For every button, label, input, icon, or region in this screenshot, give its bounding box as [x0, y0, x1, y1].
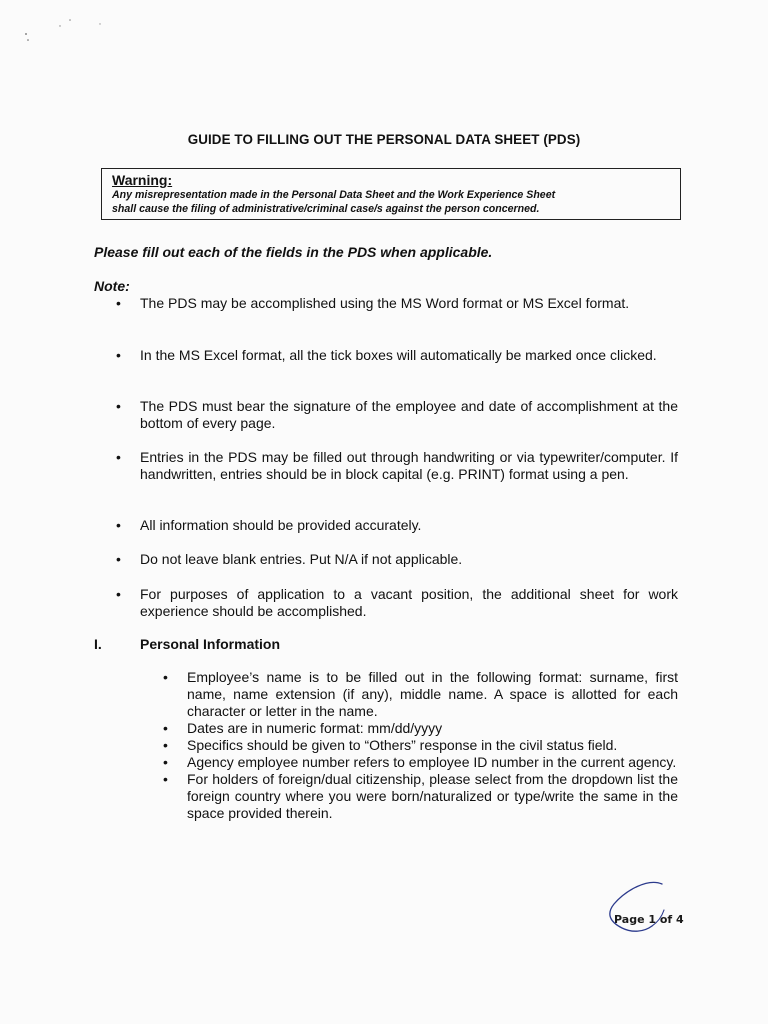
warning-line-2: shall cause the filing of administrative/criminal case/s against the person concerned.: [112, 202, 540, 215]
bullet-icon: •: [116, 347, 121, 363]
note-item: [116, 398, 678, 432]
note-text: The PDS may be accomplished using the MS Word format or MS Excel format.: [140, 295, 630, 311]
note-item: [116, 551, 678, 568]
section-number: I.: [94, 636, 102, 652]
personal-info-list: [163, 669, 678, 822]
bullet-icon: •: [163, 737, 168, 753]
note-item: [116, 517, 678, 534]
note-label: Note:: [94, 278, 130, 294]
list-item: [163, 720, 678, 737]
page-number: Page 1 of 4: [614, 913, 684, 926]
handwritten-page-mark: [604, 876, 684, 938]
bullet-icon: •: [163, 754, 168, 770]
note-text: The PDS must bear the signature of the employee and date of accomplishment at the bottom of every page.: [140, 398, 678, 431]
note-text: Do not leave blank entries. Put N/A if not applicable.: [140, 551, 463, 567]
list-item-text: Specifics should be given to “Others” response in the civil status field.: [187, 737, 618, 753]
bullet-icon: •: [116, 449, 121, 465]
section-title: Personal Information: [140, 636, 281, 652]
note-text: For purposes of application to a vacant position, the additional sheet for work experience should be accomplished.: [140, 586, 678, 619]
list-item: [163, 754, 678, 771]
list-item-text: For holders of foreign/dual citizenship, please select from the dropdown list the foreign country where you were born/naturalized or type/write the same in the space provided therein.: [187, 771, 678, 821]
bullet-icon: •: [116, 551, 121, 567]
bullet-icon: •: [163, 669, 168, 685]
list-item-text: Dates are in numeric format: mm/dd/yyyy: [187, 720, 443, 736]
warning-box: [101, 168, 681, 220]
document-title: GUIDE TO FILLING OUT THE PERSONAL DATA SHEET (PDS): [187, 132, 581, 147]
list-item: [163, 737, 678, 754]
note-item: [116, 347, 678, 364]
note-text: In the MS Excel format, all the tick boxes will automatically be marked once clicked.: [140, 347, 657, 363]
list-item-text: Employee’s name is to be filled out in the following format: surname, first name, name extension (if any), middle name. A space is allotted for each character or letter in the name.: [187, 669, 678, 719]
note-item: [116, 586, 678, 620]
bullet-icon: •: [163, 720, 168, 736]
warning-heading: Warning:: [112, 172, 173, 188]
bullet-icon: •: [116, 398, 121, 414]
list-item: [163, 669, 678, 720]
note-item: [116, 295, 678, 312]
note-text: Entries in the PDS may be filled out through handwriting or via typewriter/computer. If handwritten, entries should be in block capital (e.g. PRINT) format using a pen.: [140, 449, 678, 482]
bullet-icon: •: [116, 295, 121, 311]
fill-instruction: Please fill out each of the fields in the PDS when applicable.: [94, 244, 493, 260]
bullet-icon: •: [163, 771, 168, 787]
bullet-icon: •: [116, 586, 121, 602]
note-text: All information should be provided accurately.: [140, 517, 422, 533]
warning-line-1: Any misrepresentation made in the Personal Data Sheet and the Work Experience Sheet: [112, 189, 556, 201]
note-item: [116, 449, 678, 483]
scan-speck-marks: [22, 8, 112, 48]
list-item-text: Agency employee number refers to employee ID number in the current agency.: [187, 754, 677, 770]
bullet-icon: •: [116, 517, 121, 533]
list-item: [163, 771, 678, 822]
